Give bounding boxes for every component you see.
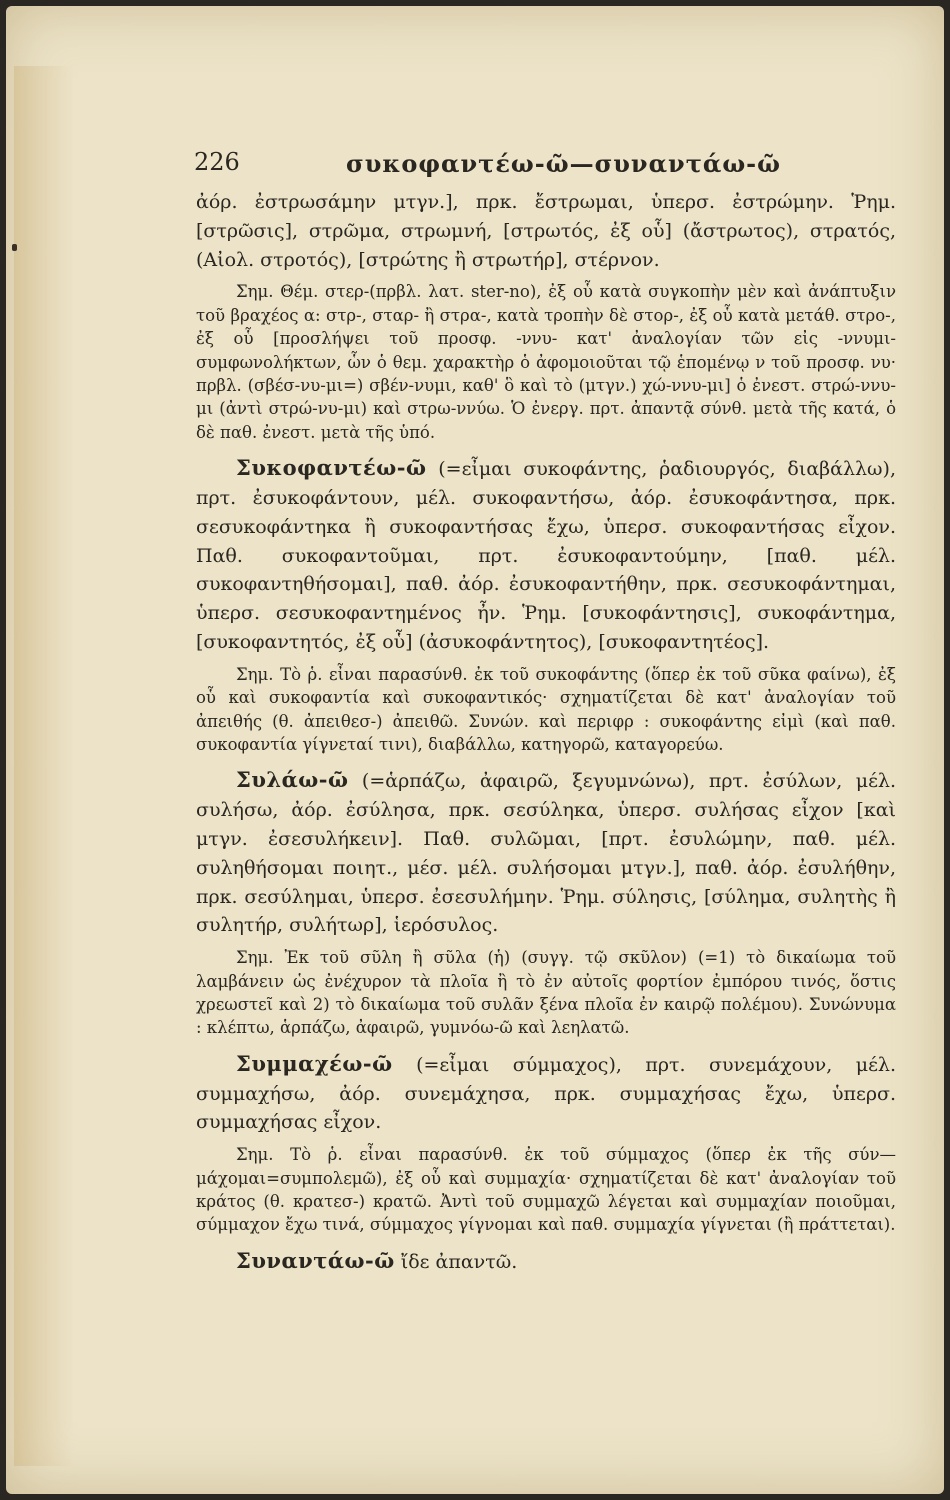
entry-lemma: Συλάω-ῶ (236, 767, 349, 793)
dictionary-entry (196, 1050, 896, 1137)
entry-body: (=εἶμαι συκοφάντης, ῥαδιουργός, διαβάλλω), πρτ. ἐσυκοφάντουν, μέλ. συκοφαντήσω, ἀόρ. ἐσυκοφάντησα, πρκ. σεσυκοφάντηκα ἢ συκοφαντήσας ἔχω, ὑπερσ. συκοφαντήσας εἶχον. Παθ. συκοφαντοῦμαι, πρτ. ἐσυκοφαντούμην, [παθ. μέλ. συκοφαντηθήσομαι], παθ. ἀόρ. ἐσυκοφαντήθην, πρκ. σεσυκοφάντημαι, ὑπερσ. σεσυκοφαντημένος ἦν. Ῥημ. [συκοφάντησις], συκοφάντημα, [συκοφαντητός, ἐξ οὗ] (ἀσυκοφάντητος), [συκοφαντητέος]. (196, 458, 896, 654)
entry-body: ἴδε ἀπαντῶ. (394, 1250, 518, 1273)
note-paragraph: Σημ. Τὸ ῥ. εἶναι παρασύνθ. ἐκ τοῦ συκοφάντης (ὅπερ ἐκ τοῦ σῦκα φαίνω), ἐξ οὗ καὶ συκοφαντία καὶ συκοφαντικός· σχηματίζεται δὲ κατ' ἀναλογίαν τοῦ ἀπειθής (θ. ἀπειθεσ-) ἀπειθῶ. Συνών. καὶ περιφρ : συκοφάντης εἰμὶ (καὶ παθ. συκοφαντία γίγνεταί τινι), διαβάλλω, κατηγορῶ, καταγορεύω. (196, 664, 896, 755)
entry-body: (=εἶμαι σύμμαχος), πρτ. συνεμάχουν, μέλ. συμμαχήσω, ἀόρ. συνεμάχησα, πρκ. συμμαχήσας ἔχω, ὑπερσ. συμμαχήσας εἶχον. (196, 1053, 896, 1134)
page-number: 226 (194, 148, 240, 176)
text-column (196, 148, 896, 1277)
page-stain (14, 66, 74, 1466)
dictionary-entry (196, 454, 896, 657)
dictionary-entry (196, 766, 896, 940)
margin-mark (12, 244, 17, 251)
note-paragraph: Σημ. Ἐκ τοῦ σῦλη ἢ σῦλα (ἡ) (συγγ. τῷ σκῦλον) (=1) τὸ δικαίωμα τοῦ λαμβάνειν ὡς ἐνέχυρον τὰ πλοῖα ἢ τὸ ἐν αὐτοῖς φορτίον ἐμπόρου τινός, ὅστις χρεωστεῖ καὶ 2) τὸ δικαίωμα τοῦ συλᾶν ξένα πλοῖα ἐν καιρῷ πολέμου). Συνώνυμα : κλέπτω, ἁρπάζω, ἀφαιρῶ, γυμνόω-ῶ καὶ λεηλατῶ. (196, 948, 896, 1038)
entry-lemma: Συκοφαντέω-ῶ (236, 455, 427, 481)
running-head: συκοφαντέω-ῶ—συναντάω-ῶ (346, 149, 781, 178)
page-sheet (6, 6, 944, 1494)
note-paragraph: Σημ. Τὸ ῥ. εἶναι παρασύνθ. ἐκ τοῦ σύμμαχος (ὅπερ ἐκ τῆς σύν—μάχομαι=συμπολεμῶ), ἐξ οὗ καὶ συμμαχία· σχηματίζεται δὲ κατ' ἀναλογίαν τοῦ κράτος (θ. κρατεσ-) κρατῶ. Ἀντὶ τοῦ συμμαχῶ λέγεται καὶ συμμαχίαν ποιοῦμαι, σύμμαχον ἔχω τινά, σύμμαχος γίγνομαι καὶ παθ. συμμαχία γίγνεται (ἢ πράττεται). (196, 1145, 896, 1235)
page-header (196, 148, 896, 188)
entry-body: (=ἁρπάζω, ἀφαιρῶ, ξεγυμνώνω), πρτ. ἐσύλων, μέλ. συλήσω, ἀόρ. ἐσύλησα, πρκ. σεσύληκα, ὑπερσ. συλήσας εἶχον [καὶ μτγν. ἐσεσυλήκειν]. Παθ. συλῶμαι, [πρτ. ἐσυλώμην, παθ. μέλ. συληθήσομαι ποιητ., μέσ. μέλ. συλήσομαι μτγν.], παθ. ἀόρ. ἐσυλήθην, πρκ. σεσύλημαι, ὑπερσ. ἐσεσυλήμην. Ῥημ. σύλησις, [σύλημα, συλητὴς ἢ συλητήρ, συλήτωρ], ἱερόσυλος. (196, 770, 896, 937)
continuation-paragraph: ἀόρ. ἐστρωσάμην μτγν.], πρκ. ἔστρωμαι, ὑπερσ. ἐστρώμην. Ῥημ. [στρῶσις], στρῶμα, στρωμνή, [στρωτός, ἐξ οὗ] (ἄστρωτος), στρατός, (Αἰολ. στροτός), [στρώτης ἢ στρωτήρ], στέρνον. (196, 191, 896, 271)
note-paragraph: Σημ. Θέμ. στερ-(πρβλ. λατ. ster-no), ἐξ οὗ κατὰ συγκοπὴν μὲν καὶ ἀνάπτυξιν τοῦ βραχέος α: στρ-, σταρ- ἢ στρα-, κατὰ τροπὴν δὲ στορ-, ἐξ οὗ κατὰ μετάθ. στρο-, ἐξ οὗ [προσλήψει τοῦ προσφ. -ννυ- κατ' ἀναλογίαν τῶν εἰς -ννυμι- συμφωνολήκτων, ὧν ὁ θεμ. χαρακτὴρ ὁ ἀφομοιοῦται τῷ ἑπομένῳ ν τοῦ προσφ. νυ· πρβλ. (σβέσ-νυ-μι=) σβέν-νυμι, καθ' ὃ καὶ τὸ (μτγν.) χώ-ννυ-μι] ὁ ἐνεστ. στρώ-ννυ-μι (ἀντὶ στρώ-νυ-μι) καὶ στρω-ννύω. Ὁ ἐνεργ. πρτ. ἀπαντᾷ σύνθ. μετὰ τῆς κατά, ὁ δὲ παθ. ἐνεστ. μετὰ τῆς ὑπό. (196, 282, 896, 442)
entry-lemma: Συναντάω-ῶ (236, 1247, 395, 1273)
entry-lemma: Συμμαχέω-ῶ (236, 1050, 393, 1076)
dictionary-entry (196, 1247, 896, 1277)
